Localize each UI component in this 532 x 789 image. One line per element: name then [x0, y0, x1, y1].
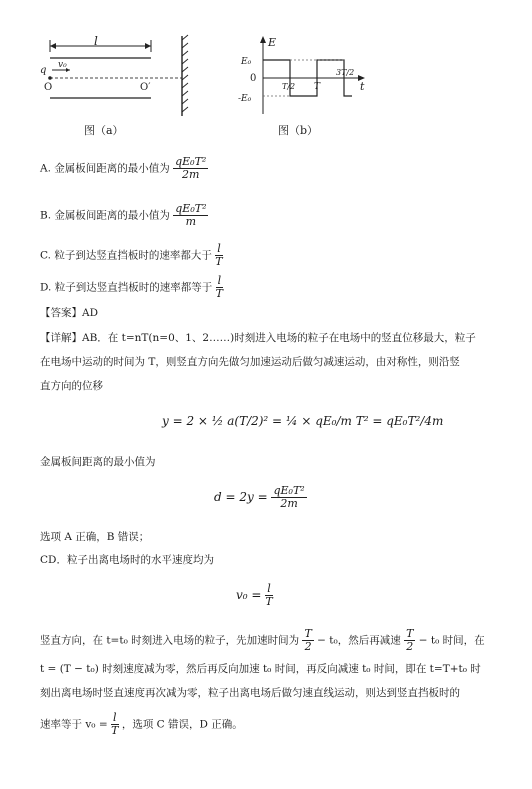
option-c-den: T — [215, 255, 223, 268]
option-c-num: l — [217, 242, 221, 255]
figure-a-diagram — [36, 34, 216, 118]
neg-e0-label: -E₀ — [238, 94, 252, 104]
line7-fraction-2 — [404, 628, 415, 653]
option-b — [40, 203, 208, 228]
option-a-fraction — [173, 156, 208, 181]
explain-line-7c: − t₀ 时间，在 — [418, 634, 485, 647]
option-a-num: qE₀T² — [175, 155, 207, 168]
line7-fraction-1 — [302, 628, 313, 653]
explain-line-2: 在电场中运动的时间为 T，则竖直方向先做匀加速运动后做匀减速运动，由对称性，则沿竖 — [40, 356, 460, 368]
explain-line-1: 【详解】AB．在 t=nT(n=0、1、2……)时刻进入电场的粒子在电场中的竖直位移最大，粒子 — [40, 332, 476, 344]
option-a-den: 2m — [182, 168, 200, 181]
explain-line-9: 刻出离电场时竖直速度再次减为零，粒子出离电场后做匀速直线运动，则达到竖直挡板时的 — [40, 687, 460, 699]
line7-num-2: T — [406, 627, 414, 640]
explain-line-8: t = (T − t₀) 时刻速度减为零，然后再反向加速 t₀ 时间，再反向减速 t₀ 时间，即在 t=T+t₀ 时 — [40, 663, 481, 675]
option-c-text: C. 粒子到达竖直挡板时的速率都大于 — [40, 249, 212, 262]
equation-3 — [236, 583, 273, 608]
zero-label: 0 — [250, 73, 257, 84]
origin2-label: O′ — [140, 82, 151, 93]
equation-2-den: 2m — [280, 497, 298, 510]
origin-label: O — [44, 82, 53, 93]
explain-line-10a: 速率等于 v₀ = — [40, 718, 108, 731]
figure-b-caption: 图（b） — [278, 124, 319, 137]
option-d-num: l — [217, 274, 222, 287]
option-d-text: D. 粒子到达竖直挡板时的速率都等于 — [40, 281, 213, 294]
axis-x-label: t — [360, 80, 365, 93]
figure-b-diagram — [238, 34, 378, 118]
explain-line-10 — [40, 712, 243, 737]
explain-line-7a: 竖直方向，在 t=t₀ 时刻进入电场的粒子，先加速时间为 — [40, 634, 300, 647]
option-a — [40, 156, 208, 181]
equation-2-fraction — [271, 485, 306, 510]
option-b-den: m — [185, 215, 197, 228]
line10-den: T — [111, 724, 119, 737]
option-c-fraction — [215, 243, 223, 268]
tick-half-label: T/2 — [282, 82, 296, 91]
explain-line-7 — [40, 628, 485, 653]
equation-3-den: T — [265, 595, 273, 608]
option-d-fraction — [216, 275, 224, 300]
equation-2-num: qE₀T² — [273, 484, 305, 497]
equation-3-num: l — [267, 582, 271, 595]
tick-t-label: T — [314, 82, 321, 92]
explain-line-5: 选项 A 正确，B 错误； — [40, 531, 150, 543]
line7-den-2: 2 — [406, 640, 414, 653]
velocity-label: v₀ — [58, 60, 67, 70]
explain-line-6: CD．粒子出离电场时的水平速度均为 — [40, 554, 214, 566]
option-d — [40, 275, 223, 300]
equation-1: y = 2 × ½ a(T/2)² = ¼ × qE₀/m T² = qE₀T²/4m — [162, 414, 444, 428]
equation-3-fraction — [265, 583, 273, 608]
equation-2 — [214, 485, 307, 510]
line10-fraction — [111, 712, 119, 737]
charge-label: q — [40, 65, 47, 76]
equation-3-left: v₀ = — [236, 588, 262, 602]
equation-2-left: d = 2y = — [214, 490, 268, 504]
line10-num: l — [112, 711, 117, 724]
explain-line-4: 金属板间距离的最小值为 — [40, 456, 156, 468]
figure-a-caption: 图（a） — [84, 124, 124, 137]
axis-y-label: E — [268, 36, 277, 49]
explain-line-10b: ，选项 C 错误，D 正确。 — [121, 718, 243, 731]
line7-den-1: 2 — [304, 640, 312, 653]
option-c — [40, 243, 223, 268]
e0-label: E₀ — [241, 57, 252, 67]
option-b-fraction — [173, 203, 208, 228]
option-b-num: qE₀T² — [175, 202, 207, 215]
answer-line: 【答案】AD — [40, 307, 99, 319]
option-b-text: B. 金属板间距离的最小值为 — [40, 209, 170, 222]
explain-line-3: 直方向的位移 — [40, 380, 103, 392]
length-label: l — [94, 34, 98, 48]
explain-line-7b: − t₀，然后再减速 — [317, 634, 401, 647]
tick-3half-label: 3T/2 — [336, 68, 355, 77]
option-a-text: A. 金属板间距离的最小值为 — [40, 162, 170, 175]
line7-num-1: T — [304, 627, 312, 640]
option-d-den: T — [215, 287, 224, 300]
